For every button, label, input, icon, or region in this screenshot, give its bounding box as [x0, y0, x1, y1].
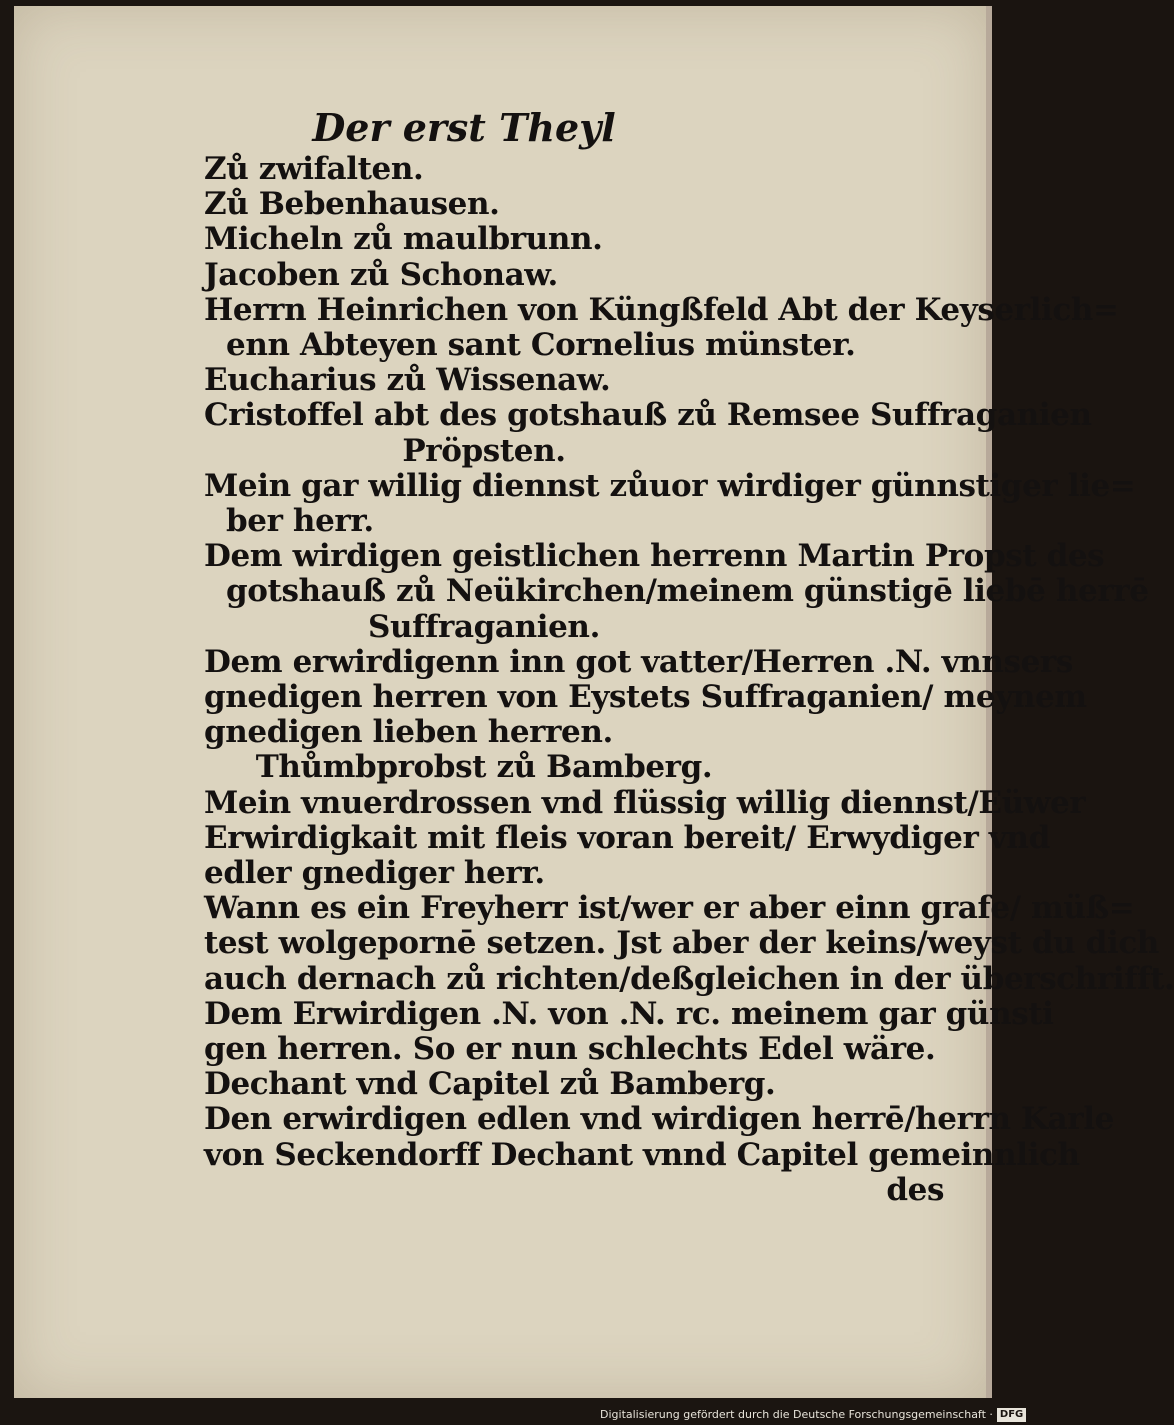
text-line: Herrn Heinrichen von Küngßfeld Abt der Keyserlich=: [204, 291, 1119, 328]
text-line: Mein gar willig diennst zůuor wirdiger günnstiger lie=: [204, 467, 1136, 504]
footer-text: Digitalisierung gefördert durch die Deutsche Forschungsgemeinschaft ·: [600, 1408, 993, 1421]
section-heading: Dechant vnd Capitel zů Bamberg.: [204, 1066, 776, 1103]
text-line: Dem Erwirdigen .N. von .N. rc. meinem gar günsti: [204, 995, 1054, 1032]
text-block: [204, 105, 1174, 1208]
text-line: Erwirdigkait mit fleis voran bereit/ Erwydiger vnd: [204, 819, 1050, 856]
text-line: enn Abteyen sant Cornelius münster.: [226, 327, 856, 364]
text-line: Cristoffel abt des gotshauß zů Remsee Suffraganien: [204, 397, 1092, 434]
text-line: Dem wirdigen geistlichen herrenn Martin Propst des: [204, 538, 1105, 575]
text-line: Jacoben zů Schonaw.: [204, 256, 558, 293]
dfg-logo: DFG: [997, 1408, 1026, 1422]
digitization-footer: [600, 1404, 1024, 1425]
text-line: Suffraganien.: [368, 608, 600, 645]
text-line: Mein vnuerdrossen vnd flüssig willig diennst/Eüwer: [204, 784, 1086, 821]
running-head: Der erst Theyl: [312, 105, 616, 150]
text-line: gotshauß zů Neükirchen/meinem günstigē liebē herrē: [226, 573, 1149, 610]
text-line: gen herren. So er nun schlechts Edel wäre.: [204, 1031, 936, 1068]
text-line: edler gnediger herr.: [204, 855, 545, 892]
text-line: Dem erwirdigenn inn got vatter/Herren .N. vnnsers: [204, 643, 1073, 680]
text-line: gnedigen herren von Eystets Suffraganien/ meynem: [204, 679, 1087, 716]
text-line: Pröpsten.: [402, 432, 566, 469]
text-line: Wann es ein Freyherr ist/wer er aber einn grafe/ müß=: [204, 890, 1135, 927]
text-line: Den erwirdigen edlen vnd wirdigen herrē/herrn Karle: [204, 1101, 1114, 1138]
text-line: Zů Bebenhausen.: [204, 186, 500, 223]
text-line: ber herr.: [226, 503, 374, 540]
text-line: auch dernach zů richten/deßgleichen in der überschrifft.: [204, 960, 1174, 997]
text-line: Micheln zů maulbrunn.: [204, 221, 603, 258]
section-heading: Thůmbprobst zů Bamberg.: [255, 749, 713, 786]
book-page: [14, 6, 1174, 1398]
text-line: Eucharius zů Wissenaw.: [204, 362, 611, 399]
catchword: des: [886, 1171, 944, 1208]
text-line: Zů zwifalten.: [204, 151, 424, 187]
text-line: von Seckendorff Dechant vnnd Capitel gemeinnlich: [204, 1136, 1080, 1173]
text-line: test wolgepornē setzen. Jst aber der keins/weyst du dich: [204, 925, 1159, 962]
text-line: gnedigen lieben herren.: [204, 714, 613, 751]
